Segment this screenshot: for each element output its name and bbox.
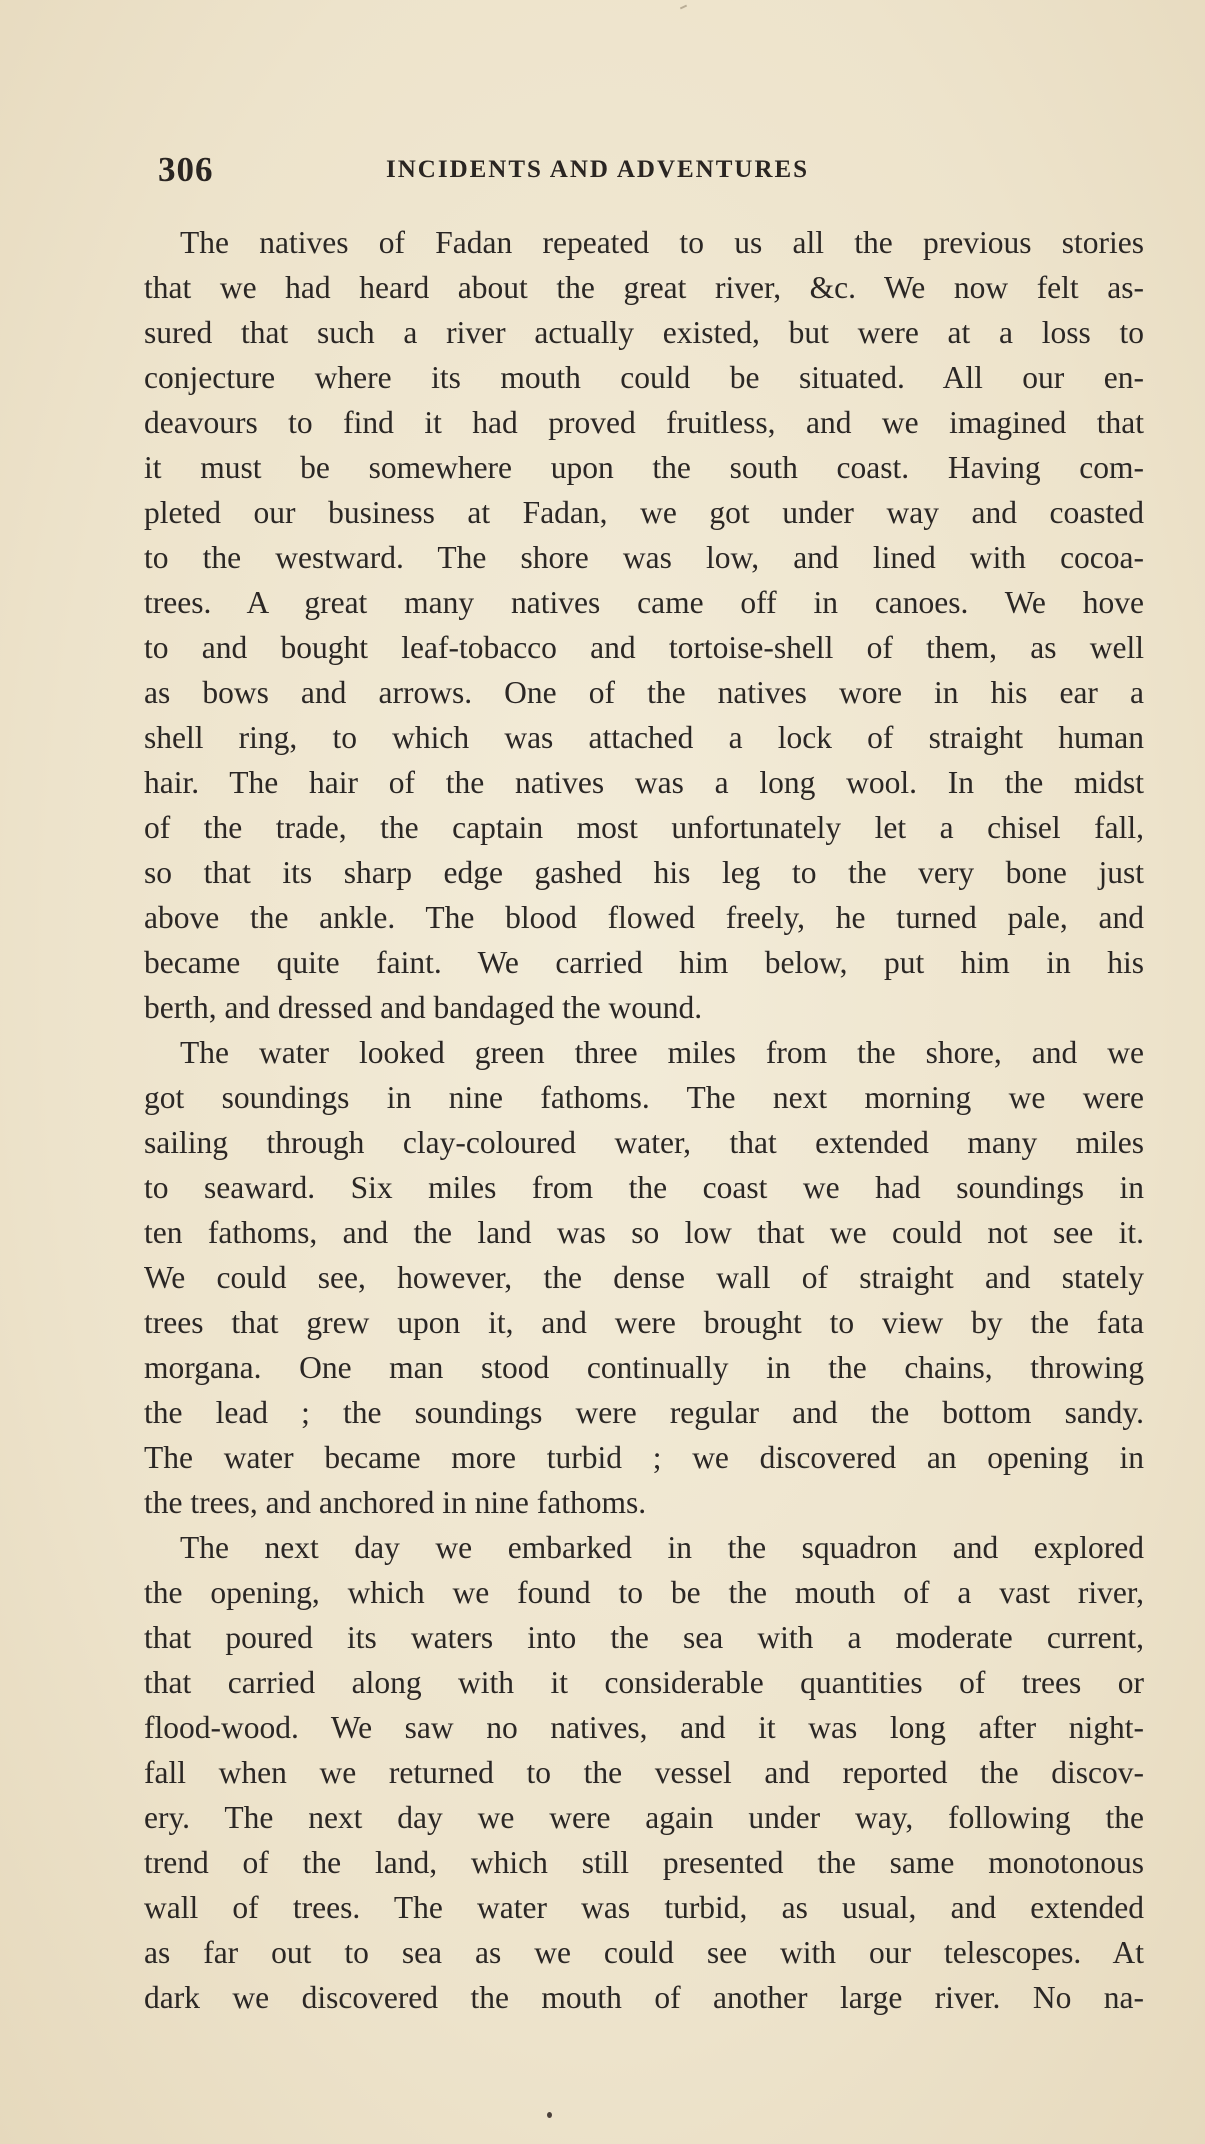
text-line: that carried along with it considerable quantities of trees or xyxy=(144,1665,1144,1700)
text-line: it must be somewhere upon the south coast. Having com- xyxy=(144,450,1144,485)
text-line: ery. The next day we were again under way, following the xyxy=(144,1800,1144,1835)
paragraph-2 xyxy=(144,1030,1144,1525)
text-line: that we had heard about the great river, &c. We now felt as- xyxy=(144,270,1144,305)
text-line: trend of the land, which still presented the same monotonous xyxy=(144,1845,1144,1880)
text-line: The natives of Fadan repeated to us all the previous stories xyxy=(180,225,1144,260)
text-line: ten fathoms, and the land was so low that we could not see it. xyxy=(144,1215,1144,1250)
text-line: pleted our business at Fadan, we got under way and coasted xyxy=(144,495,1144,530)
text-line: the lead ; the soundings were regular and the bottom sandy. xyxy=(144,1395,1144,1430)
running-head: INCIDENTS AND ADVENTURES xyxy=(386,156,810,183)
page-header xyxy=(158,150,878,194)
text-line: to seaward. Six miles from the coast we had soundings in xyxy=(144,1170,1144,1205)
text-line: the trees, and anchored in nine fathoms. xyxy=(144,1485,647,1520)
text-line: sailing through clay-coloured water, that extended many miles xyxy=(144,1125,1144,1160)
text-line: above the ankle. The blood flowed freely, he turned pale, and xyxy=(144,900,1144,935)
text-line: deavours to find it had proved fruitless, and we imagined that xyxy=(144,405,1144,440)
print-mark xyxy=(547,2112,552,2118)
text-line: wall of trees. The water was turbid, as usual, and extended xyxy=(144,1890,1144,1925)
text-line: dark we discovered the mouth of another large river. No na- xyxy=(144,1980,1144,2015)
text-line: flood-wood. We saw no natives, and it was long after night- xyxy=(144,1710,1144,1745)
text-line: conjecture where its mouth could be situated. All our en- xyxy=(144,360,1144,395)
text-line: The water became more turbid ; we discovered an opening in xyxy=(144,1440,1144,1475)
body-text xyxy=(144,220,1144,2020)
text-line: berth, and dressed and bandaged the wound. xyxy=(144,990,703,1025)
page-number: 306 xyxy=(158,150,214,189)
text-line: hair. The hair of the natives was a long wool. In the midst xyxy=(144,765,1144,800)
text-line: became quite faint. We carried him below, put him in his xyxy=(144,945,1144,980)
text-line: The water looked green three miles from the shore, and we xyxy=(180,1035,1144,1070)
text-line: We could see, however, the dense wall of straight and stately xyxy=(144,1260,1144,1295)
text-line: The next day we embarked in the squadron and explored xyxy=(180,1530,1144,1565)
paragraph-3 xyxy=(144,1525,1144,2020)
text-line: trees. A great many natives came off in canoes. We hove xyxy=(144,585,1144,620)
paper-speck xyxy=(680,5,687,10)
text-line: as far out to sea as we could see with our telescopes. At xyxy=(144,1935,1144,1970)
text-line: fall when we returned to the vessel and reported the discov- xyxy=(144,1755,1144,1790)
text-line: as bows and arrows. One of the natives wore in his ear a xyxy=(144,675,1144,710)
text-line: morgana. One man stood continually in the chains, throwing xyxy=(144,1350,1144,1385)
text-line: got soundings in nine fathoms. The next morning we were xyxy=(144,1080,1144,1115)
text-line: of the trade, the captain most unfortunately let a chisel fall, xyxy=(144,810,1144,845)
text-line: the opening, which we found to be the mouth of a vast river, xyxy=(144,1575,1144,1610)
text-line: sured that such a river actually existed, but were at a loss to xyxy=(144,315,1144,350)
text-line: to and bought leaf-tobacco and tortoise-shell of them, as well xyxy=(144,630,1144,665)
text-line: that poured its waters into the sea with a moderate current, xyxy=(144,1620,1144,1655)
text-line: trees that grew upon it, and were brought to view by the fata xyxy=(144,1305,1144,1340)
text-line: to the westward. The shore was low, and lined with cocoa- xyxy=(144,540,1144,575)
paragraph-1 xyxy=(144,220,1144,1030)
text-line: so that its sharp edge gashed his leg to the very bone just xyxy=(144,855,1144,890)
text-line: shell ring, to which was attached a lock of straight human xyxy=(144,720,1144,755)
